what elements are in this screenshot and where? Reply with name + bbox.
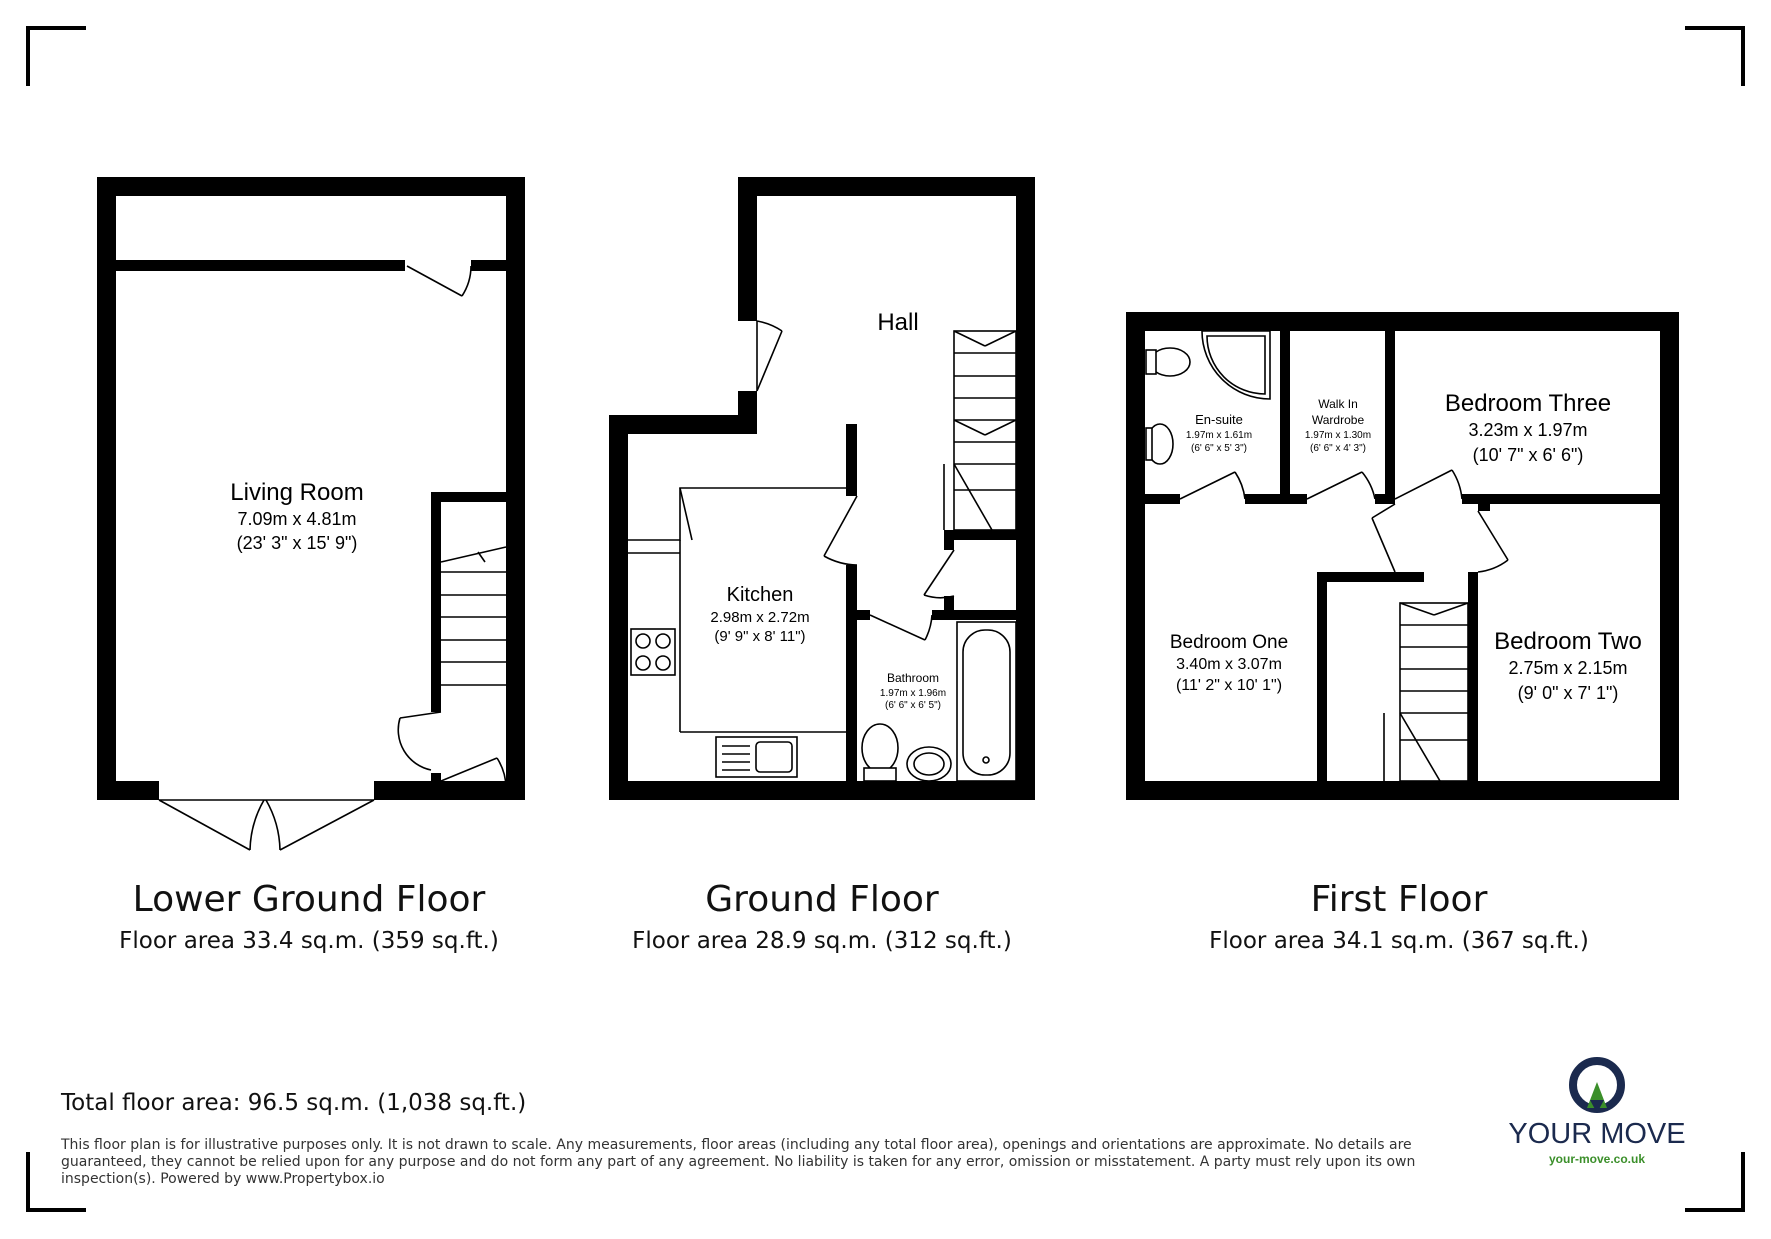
lower-ground-floor-plan	[97, 177, 525, 954]
bathroom-name: Bathroom	[886, 671, 940, 685]
ground-floor-title: Ground Floor	[705, 879, 939, 920]
wardrobe-name-line2: Wardrobe	[1311, 413, 1365, 427]
ensuite-imperial: (6' 6" x 5' 3")	[1191, 443, 1247, 454]
living-room-imperial: (23' 3" x 15' 9")	[236, 533, 358, 553]
wardrobe-name-line1: Walk In	[1318, 397, 1358, 411]
living-room-metric: 7.09m x 4.81m	[237, 509, 357, 529]
brand-url: your-move.co.uk	[1548, 1152, 1646, 1166]
lower-ground-floor-title: Lower Ground Floor	[132, 879, 486, 920]
shower-icon	[1202, 331, 1270, 399]
brand-logo	[1508, 1061, 1685, 1166]
bedroom-two-name: Bedroom Two	[1494, 628, 1642, 655]
first-floor-area: Floor area 34.1 sq.m. (367 sq.ft.)	[1209, 928, 1589, 954]
staircase-lower	[441, 547, 506, 685]
bedroom-three-name: Bedroom Three	[1444, 390, 1612, 417]
disclaimer-text: This floor plan is for illustrative purposes only. It is not drawn to scale. Any measurements, floor areas (including any total floor area), openings and orientations are approximate. No details are guaranteed, they cannot be relied upon for any purpose and do not form any part of any agreement. No liability is taken for any error, omission or misstatement. A party must rely upon its own inspection(s). Powered by www.Propertybox.io	[61, 1137, 1416, 1187]
toilet-icon	[862, 724, 898, 772]
ground-floor-plan	[609, 177, 1035, 954]
crop-marks	[26, 26, 1745, 1212]
living-room-name: Living Room	[230, 479, 364, 506]
bedroom-one-metric: 3.40m x 3.07m	[1176, 656, 1282, 673]
bedroom-one-imperial: (11' 2" x 10' 1")	[1175, 677, 1283, 694]
bedroom-one-name: Bedroom One	[1169, 632, 1289, 653]
bedroom-two-imperial: (9' 0" x 7' 1")	[1517, 683, 1619, 703]
hall-name: Hall	[877, 309, 919, 336]
first-floor-plan	[1126, 312, 1679, 954]
location-pin-icon	[1573, 1061, 1621, 1113]
kitchen-name: Kitchen	[726, 584, 794, 606]
ensuite-metric: 1.97m x 1.61m	[1185, 430, 1253, 441]
ensuite-name: En-suite	[1195, 412, 1243, 427]
bedroom-three-metric: 3.23m x 1.97m	[1468, 420, 1588, 440]
kitchen-metric: 2.98m x 2.72m	[710, 609, 810, 626]
staircase-ground	[944, 331, 1016, 530]
ground-floor-area: Floor area 28.9 sq.m. (312 sq.ft.)	[632, 928, 1012, 954]
wardrobe-imperial: (6' 6" x 4' 3")	[1310, 443, 1366, 454]
bedroom-two-metric: 2.75m x 2.15m	[1508, 658, 1628, 678]
lower-ground-floor-area: Floor area 33.4 sq.m. (359 sq.ft.)	[119, 928, 499, 954]
wardrobe-metric: 1.97m x 1.30m	[1304, 430, 1372, 441]
brand-name: YOUR MOVE	[1508, 1118, 1686, 1150]
bathroom-metric: 1.97m x 1.96m	[879, 688, 947, 699]
staircase-first	[1384, 603, 1468, 781]
kitchen-imperial: (9' 9" x 8' 11")	[714, 628, 806, 645]
bathroom-imperial: (6' 6" x 6' 5")	[885, 700, 941, 711]
bedroom-three-imperial: (10' 7" x 6' 6")	[1472, 445, 1584, 465]
total-floor-area: Total floor area: 96.5 sq.m. (1,038 sq.ft.)	[61, 1090, 527, 1116]
first-floor-title: First Floor	[1310, 879, 1488, 920]
